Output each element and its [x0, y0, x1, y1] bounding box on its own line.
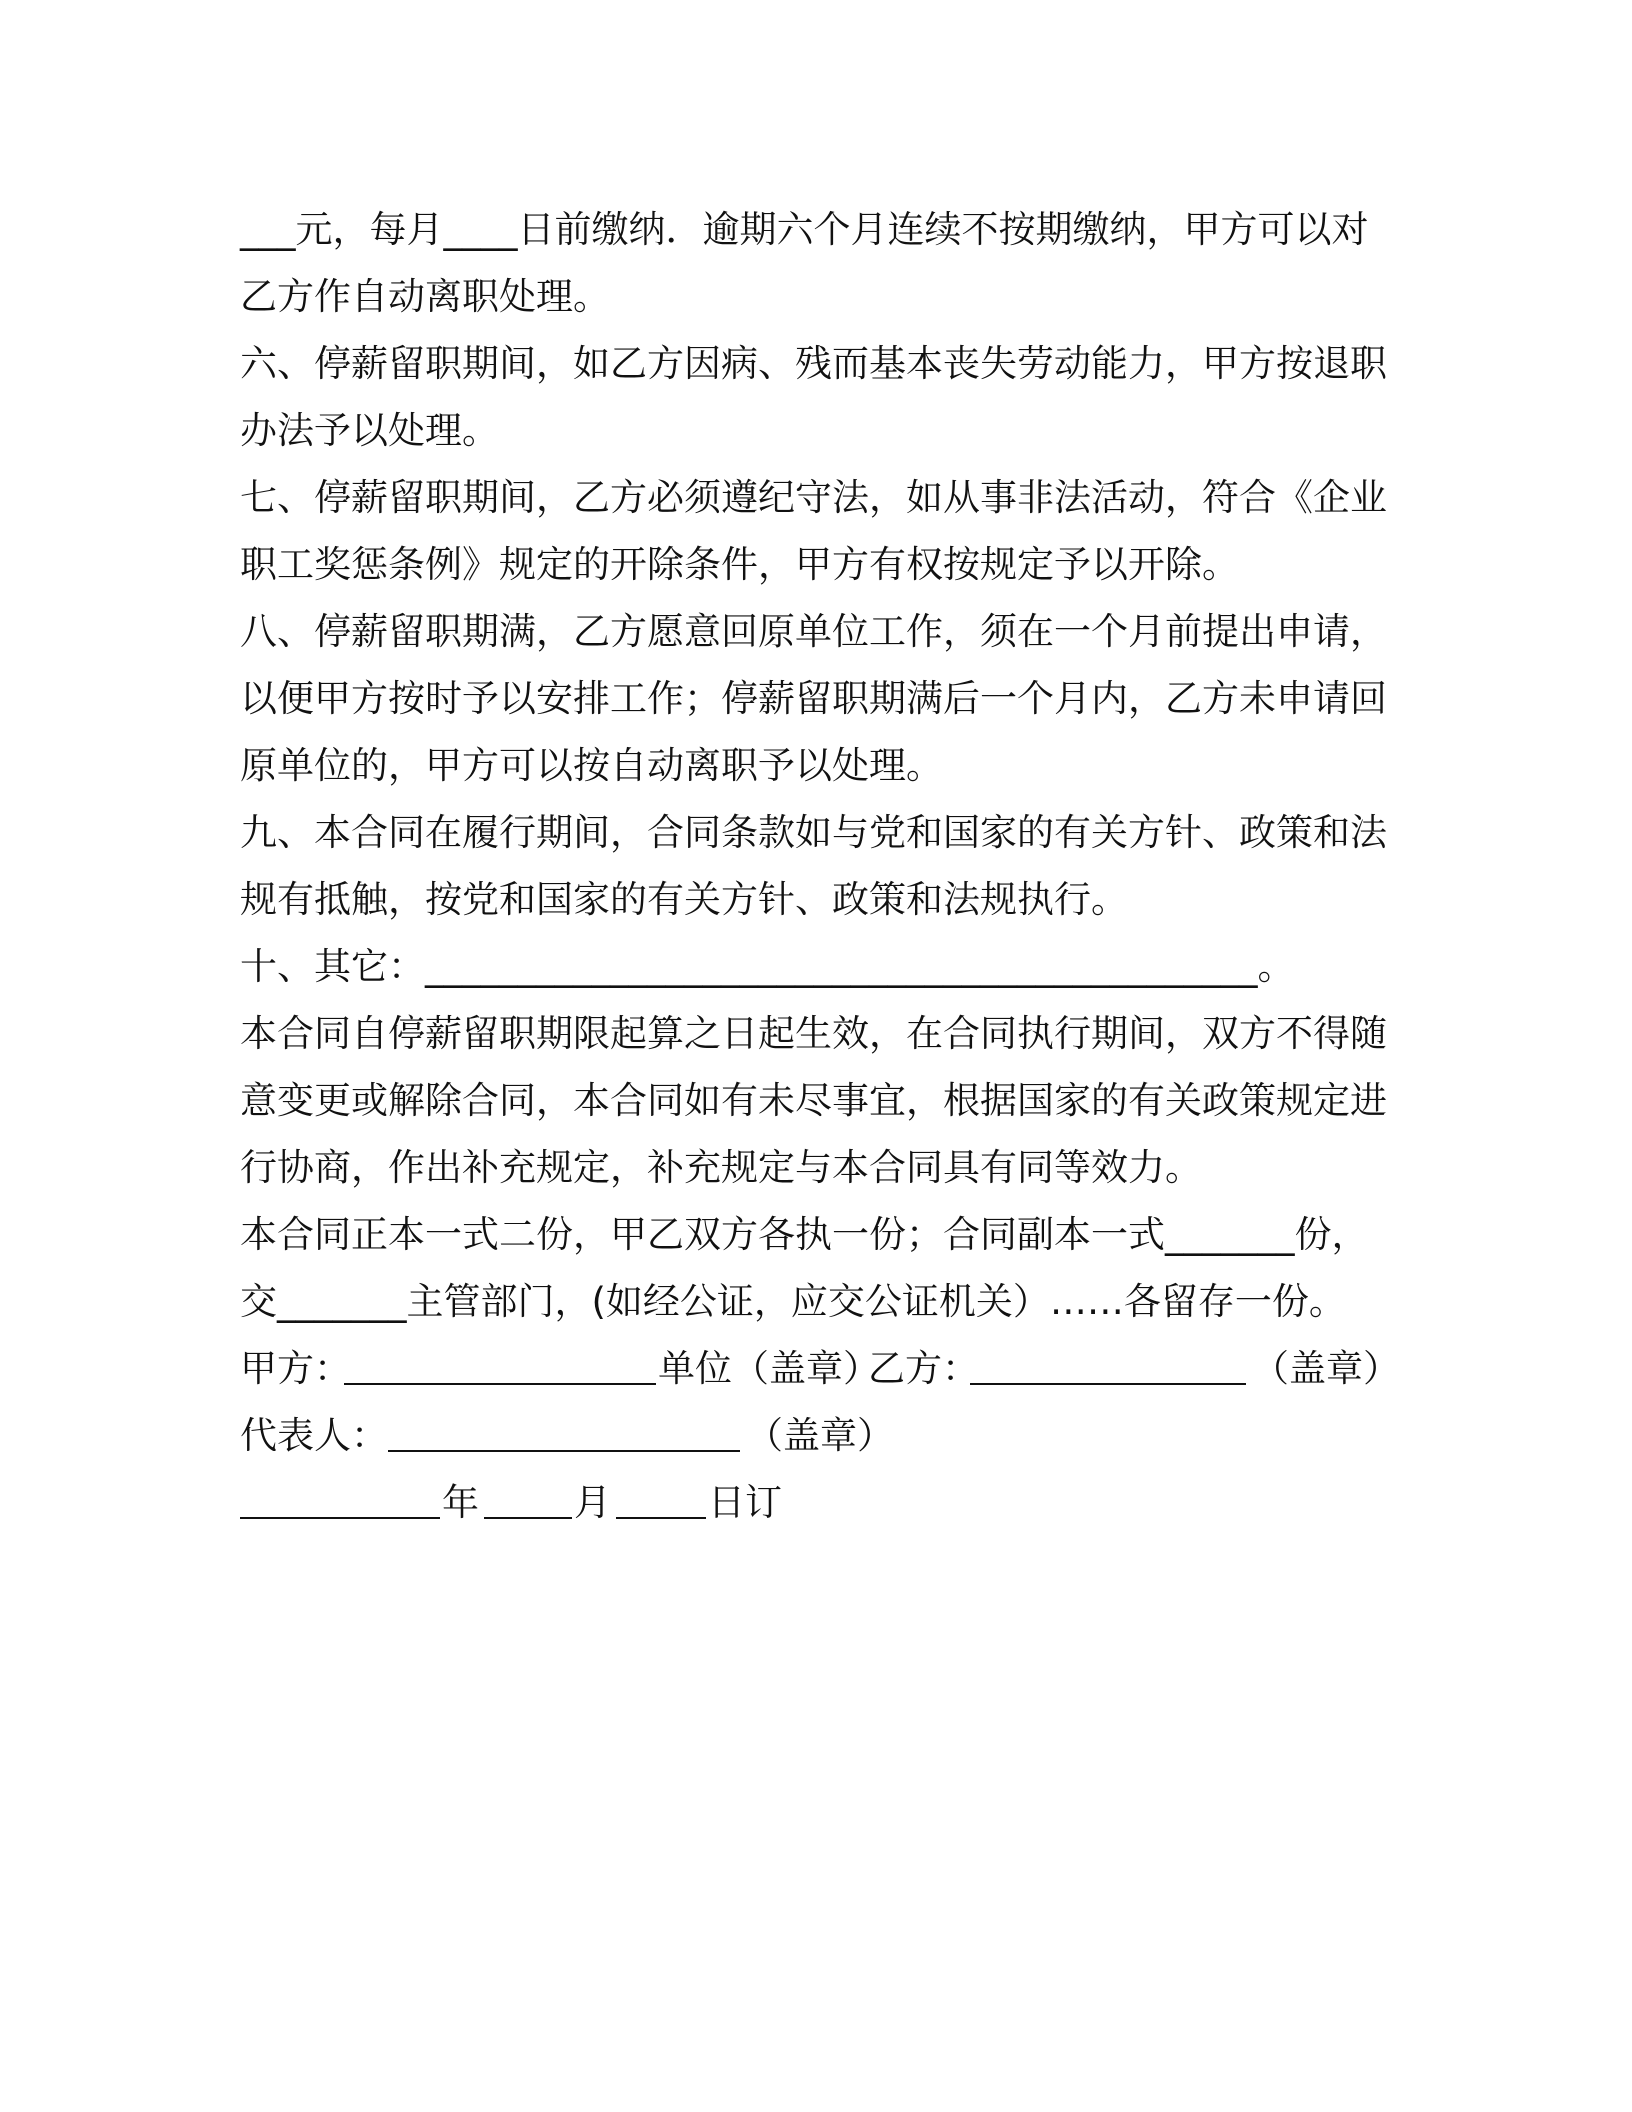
signature-row-parties: [240, 1335, 1400, 1402]
party-a-blank: [344, 1383, 656, 1385]
party-a-label: 甲方：: [240, 1347, 351, 1390]
party-b-seal-label: （盖章）: [1252, 1347, 1400, 1390]
representative-blank: [388, 1450, 740, 1452]
contract-line-9: 原单位的，甲方可以按自动离职予以处理。: [240, 744, 943, 787]
signature-row-representative: [240, 1402, 1400, 1469]
contract-line-11: 规有抵触，按党和国家的有关方针、政策和法规执行。: [240, 878, 1128, 921]
contract-line-12: 十、其它：_____________________________________________。: [240, 945, 1295, 988]
contract-line-4: 办法予以处理。: [240, 409, 499, 452]
party-b-label: 乙方：: [868, 1347, 979, 1390]
contract-line-14: 意变更或解除合同，本合同如有未尽事宜，根据国家的有关政策规定进: [240, 1079, 1387, 1122]
contract-line-1: ___元，每月____日前缴纳．逾期六个月连续不按期缴纳，甲方可以对: [240, 208, 1369, 251]
contract-body: [240, 196, 1400, 1536]
month-label: 月: [574, 1481, 611, 1524]
year-label: 年: [442, 1481, 479, 1524]
contract-line-10: 九、本合同在履行期间，合同条款如与党和国家的有关方针、政策和法: [240, 811, 1387, 854]
contract-line-8: 以便甲方按时予以安排工作；停薪留职期满后一个月内，乙方未申请回: [240, 677, 1387, 720]
representative-seal-label: （盖章）: [746, 1414, 894, 1457]
contract-line-3: 六、停薪留职期间，如乙方因病、残而基本丧失劳动能力，甲方按退职: [240, 342, 1387, 385]
contract-line-13: 本合同自停薪留职期限起算之日起生效，在合同执行期间，双方不得随: [240, 1012, 1387, 1055]
contract-line-17: 交_______主管部门，(如经公证，应交公证机关）……各留存一份。: [240, 1280, 1346, 1323]
unit-seal-label: 单位（盖章）: [658, 1347, 880, 1390]
party-b-blank: [970, 1383, 1246, 1385]
contract-line-2: 乙方作自动离职处理。: [240, 275, 610, 318]
day-label: 日订: [708, 1481, 782, 1524]
contract-line-16: 本合同正本一式二份，甲乙双方各执一份；合同副本一式_______份，: [240, 1213, 1369, 1256]
contract-line-15: 行协商，作出补充规定，补充规定与本合同具有同等效力。: [240, 1146, 1202, 1189]
representative-label: 代表人：: [240, 1414, 388, 1457]
contract-line-5: 七、停薪留职期间，乙方必须遵纪守法，如从事非法活动，符合《企业: [240, 476, 1387, 519]
day-blank: [616, 1517, 706, 1519]
signature-row-date: [240, 1469, 1400, 1536]
contract-line-6: 职工奖惩条例》规定的开除条件，甲方有权按规定予以开除。: [240, 543, 1239, 586]
contract-line-7: 八、停薪留职期满，乙方愿意回原单位工作，须在一个月前提出申请，: [240, 610, 1387, 653]
month-blank: [484, 1517, 572, 1519]
year-blank: [240, 1517, 440, 1519]
